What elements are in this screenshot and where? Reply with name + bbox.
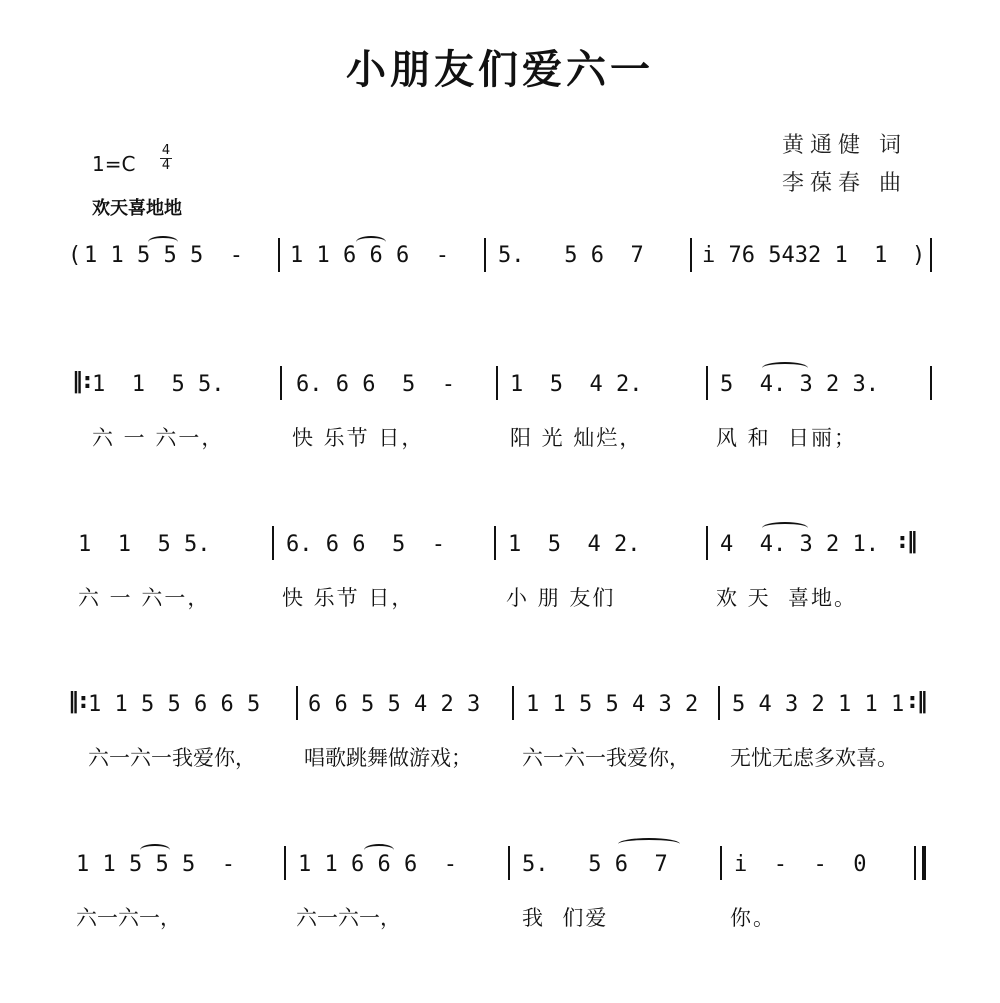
line4-measure-2: 1 1 6 6 6 -	[298, 852, 457, 877]
line3-measure-2: 6 6 5 5 4 2 3	[308, 692, 481, 717]
line4-lyric-4: 你。	[730, 906, 776, 930]
slur-mark	[356, 236, 386, 248]
intro-close-paren: )	[912, 243, 926, 268]
line2-lyric-2: 快 乐节 日，	[282, 586, 415, 610]
line3-lyric-1: 六一六一我爱你，	[88, 746, 256, 770]
final-barline-thick	[922, 846, 926, 880]
barline	[706, 366, 708, 400]
line4-lyric-2: 六一六一，	[296, 906, 401, 930]
repeat-end-sign: :‖	[908, 689, 928, 714]
barline	[720, 846, 722, 880]
barline	[272, 526, 274, 560]
time-signature-top: 4	[161, 143, 171, 158]
intro-measure-1: 1 1 5 5 5 -	[84, 243, 243, 268]
line1-measure-4: 5 4. 3 2 3.	[720, 372, 879, 397]
line3-measure-3: 1 1 5 5 4 3 2	[526, 692, 699, 717]
final-barline-thin	[914, 846, 916, 880]
barline	[508, 846, 510, 880]
line1-measure-2: 6. 6 6 5 -	[296, 372, 455, 397]
line3-lyric-2: 唱歌跳舞做游戏；	[304, 746, 472, 770]
intro-open-paren: (	[68, 243, 82, 268]
line2-lyric-4: 欢 天 喜地。	[716, 586, 858, 610]
barline	[280, 366, 282, 400]
line4-lyric-1: 六一六一，	[76, 906, 181, 930]
barline	[718, 686, 720, 720]
line2-measure-1: 1 1 5 5.	[78, 532, 211, 557]
barline	[496, 366, 498, 400]
line2-lyric-3: 小 朋 友们	[506, 586, 616, 610]
line3-lyric-3: 六一六一我爱你，	[522, 746, 690, 770]
line4-lyric-3: 我 们爱	[522, 906, 609, 930]
slur-mark	[762, 362, 808, 374]
barline	[930, 238, 932, 272]
slur-mark	[364, 844, 394, 856]
barline	[484, 238, 486, 272]
line3-measure-1: 1 1 5 5 6 6 5	[88, 692, 261, 717]
line1-measure-1: 1 1 5 5.	[92, 372, 225, 397]
barline	[706, 526, 708, 560]
repeat-end-sign: :‖	[898, 529, 918, 554]
intro-measure-2: 1 1 6 6 6 -	[290, 243, 449, 268]
line1-lyric-3: 阳 光 灿烂，	[510, 426, 643, 450]
slur-mark	[140, 844, 170, 856]
line2-measure-4: 4 4. 3 2 1.	[720, 532, 879, 557]
line3-lyric-4: 无忧无虑多欢喜。	[730, 746, 898, 770]
barline	[512, 686, 514, 720]
intro-measure-4: i 76 5432 1 1	[702, 243, 888, 268]
barline	[494, 526, 496, 560]
tempo-marking: 欢天喜地地	[92, 198, 182, 219]
line2-measure-2: 6. 6 6 5 -	[286, 532, 445, 557]
barline	[690, 238, 692, 272]
line1-lyric-2: 快 乐节 日，	[292, 426, 425, 450]
composer-credit: 李葆春 曲	[782, 171, 907, 196]
time-signature	[160, 144, 172, 173]
barline	[284, 846, 286, 880]
slur-mark	[618, 838, 680, 850]
slur-mark	[762, 522, 808, 534]
song-title: 小朋友们爱六一	[346, 46, 654, 93]
slur-mark	[148, 236, 178, 248]
repeat-start-sign: ‖:	[68, 689, 88, 714]
intro-measure-3: 5. 5 6 7	[498, 243, 644, 268]
time-signature-bottom: 4	[161, 158, 171, 173]
key-signature: 1=C	[92, 152, 136, 176]
line4-measure-1: 1 1 5 5 5 -	[76, 852, 235, 877]
line4-measure-4: i - - 0	[734, 852, 867, 877]
line4-measure-3: 5. 5 6 7	[522, 852, 668, 877]
line3-measure-4: 5 4 3 2 1 1 1	[732, 692, 905, 717]
repeat-start-sign: ‖:	[72, 369, 92, 394]
line1-measure-3: 1 5 4 2.	[510, 372, 643, 397]
barline	[296, 686, 298, 720]
line2-measure-3: 1 5 4 2.	[508, 532, 641, 557]
barline	[930, 366, 932, 400]
line1-lyric-4: 风 和 日丽；	[716, 426, 858, 450]
line1-lyric-1: 六 一 六一，	[92, 426, 225, 450]
lyricist-credit: 黄通健 词	[782, 133, 907, 158]
line2-lyric-1: 六 一 六一，	[78, 586, 211, 610]
barline	[278, 238, 280, 272]
